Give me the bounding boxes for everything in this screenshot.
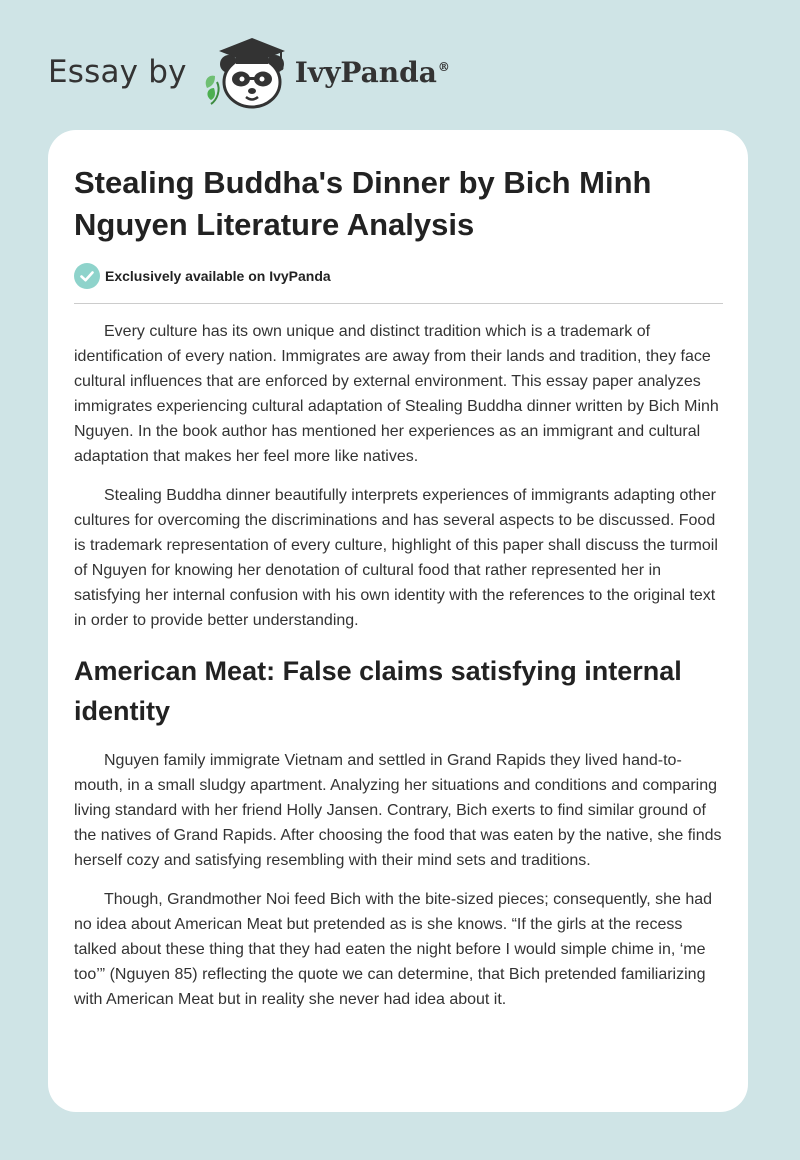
panda-logo-icon: [201, 34, 293, 110]
essay-body: [74, 319, 724, 1026]
exclusive-badge-text: Exclusively available on IvyPanda: [105, 268, 331, 284]
essay-card: [48, 130, 748, 1112]
brand-name: [295, 56, 450, 89]
brand-name-text: IvyPanda: [294, 55, 437, 89]
title-divider: [74, 303, 723, 304]
check-circle-icon: [74, 263, 100, 289]
body-paragraph: Though, Grandmother Noi feed Bich with the bite-sized pieces; consequently, she had no idea about American Meat but pretended as is she knows. “If the girls at the recess talked about these thing that they had eaten the night before I would simple chime in, ‘me too’” (Nguyen 85) reflecting the quote we can determine, that Bich pretended familiarizing with American Meat but in reality she never had idea about it.: [74, 891, 713, 1008]
site-header-brand[interactable]: [48, 34, 450, 110]
body-paragraph: Every culture has its own unique and distinct tradition which is a trademark of identification of every nation. Immigrates are away from their lands and tradition, they face cultural influences that are enforced by external environment. This essay paper analyzes immigrates experiencing cultural adaptation of Stealing Buddha dinner written by Bich Minh Nguyen. In the book author has mentioned her experiences as an immigrant and cultural adaptation that makes her feel more like natives.: [74, 323, 719, 465]
essay-title: Stealing Buddha's Dinner by Bich Minh Nguyen Literature Analysis: [74, 165, 652, 242]
section-heading: American Meat: False claims satisfying internal identity: [74, 656, 682, 726]
body-paragraph: Nguyen family immigrate Vietnam and settled in Grand Rapids they lived hand-to-mouth, in a small sludgy apartment. Analyzing her situations and conditions and comparing living standard with her friend Holly Jansen. Contrary, Bich exerts to find similar ground of the natives of Grand Rapids. After choosing the food that was eaten by the native, she finds herself cozy and satisfying resembling with their mind sets and traditions.: [74, 752, 722, 869]
registered-mark: ®: [437, 60, 450, 75]
body-paragraph: Stealing Buddha dinner beautifully interprets experiences of immigrants adapting other cultures for overcoming the discriminations and has several aspects to be discussed. Food is trademark representation of every culture, highlight of this paper shall discuss the turmoil of Nguyen for knowing her denotation of cultural food that rather represented her in satisfying her internal confusion with his own identity with the references to the original text in order to provide better understanding.: [74, 487, 718, 629]
brand-prefix: Essay by: [48, 54, 187, 90]
exclusive-badge: [74, 263, 331, 289]
